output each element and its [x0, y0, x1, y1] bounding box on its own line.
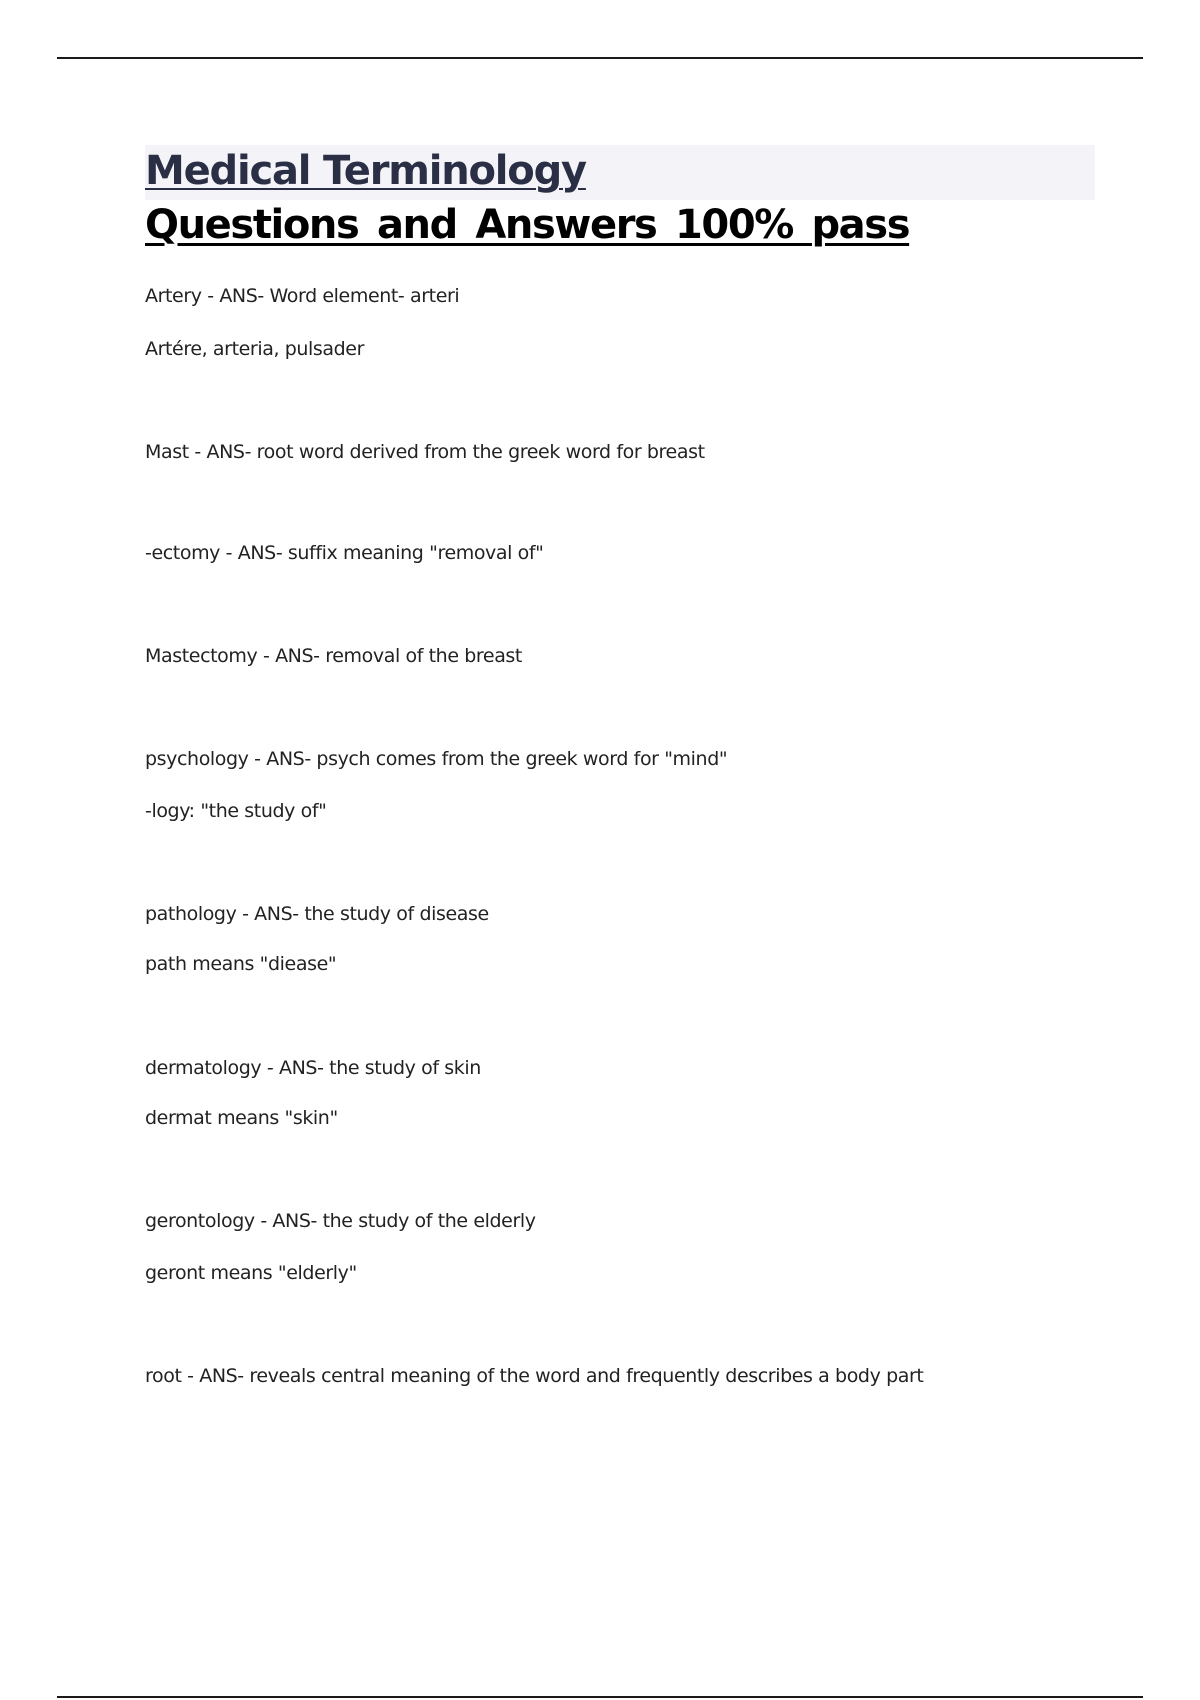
- entry-dermat: dermat means "skin": [145, 1107, 338, 1129]
- entry-psychology: psychology - ANS- psych comes from the greek word for "mind": [145, 748, 728, 770]
- bottom-rule: [57, 1696, 1143, 1698]
- entry-pathology: pathology - ANS- the study of disease: [145, 903, 489, 925]
- entry-gerontology: gerontology - ANS- the study of the elderly: [145, 1210, 536, 1232]
- entry-mastectomy: Mastectomy - ANS- removal of the breast: [145, 645, 522, 667]
- entry-mast: Mast - ANS- root word derived from the greek word for breast: [145, 441, 705, 463]
- entry-root: root - ANS- reveals central meaning of the word and frequently describes a body part: [145, 1365, 924, 1387]
- entry-logy: -logy: "the study of": [145, 800, 327, 822]
- entry-dermatology: dermatology - ANS- the study of skin: [145, 1057, 481, 1079]
- entry-artery: Artery - ANS- Word element- arteri: [145, 285, 460, 307]
- entry-ectomy: -ectomy - ANS- suffix meaning "removal of": [145, 542, 544, 564]
- top-rule: [57, 57, 1143, 59]
- document-title: Medical Terminology: [145, 148, 586, 194]
- document-subtitle: [145, 197, 1095, 253]
- document-subtitle-text: Questions and Answers 100% pass: [145, 202, 910, 248]
- title-block: [145, 145, 1095, 253]
- entry-artery-translations: Artére, arteria, pulsader: [145, 338, 365, 360]
- entry-path: path means "diease": [145, 953, 337, 975]
- entry-geront: geront means "elderly": [145, 1262, 357, 1284]
